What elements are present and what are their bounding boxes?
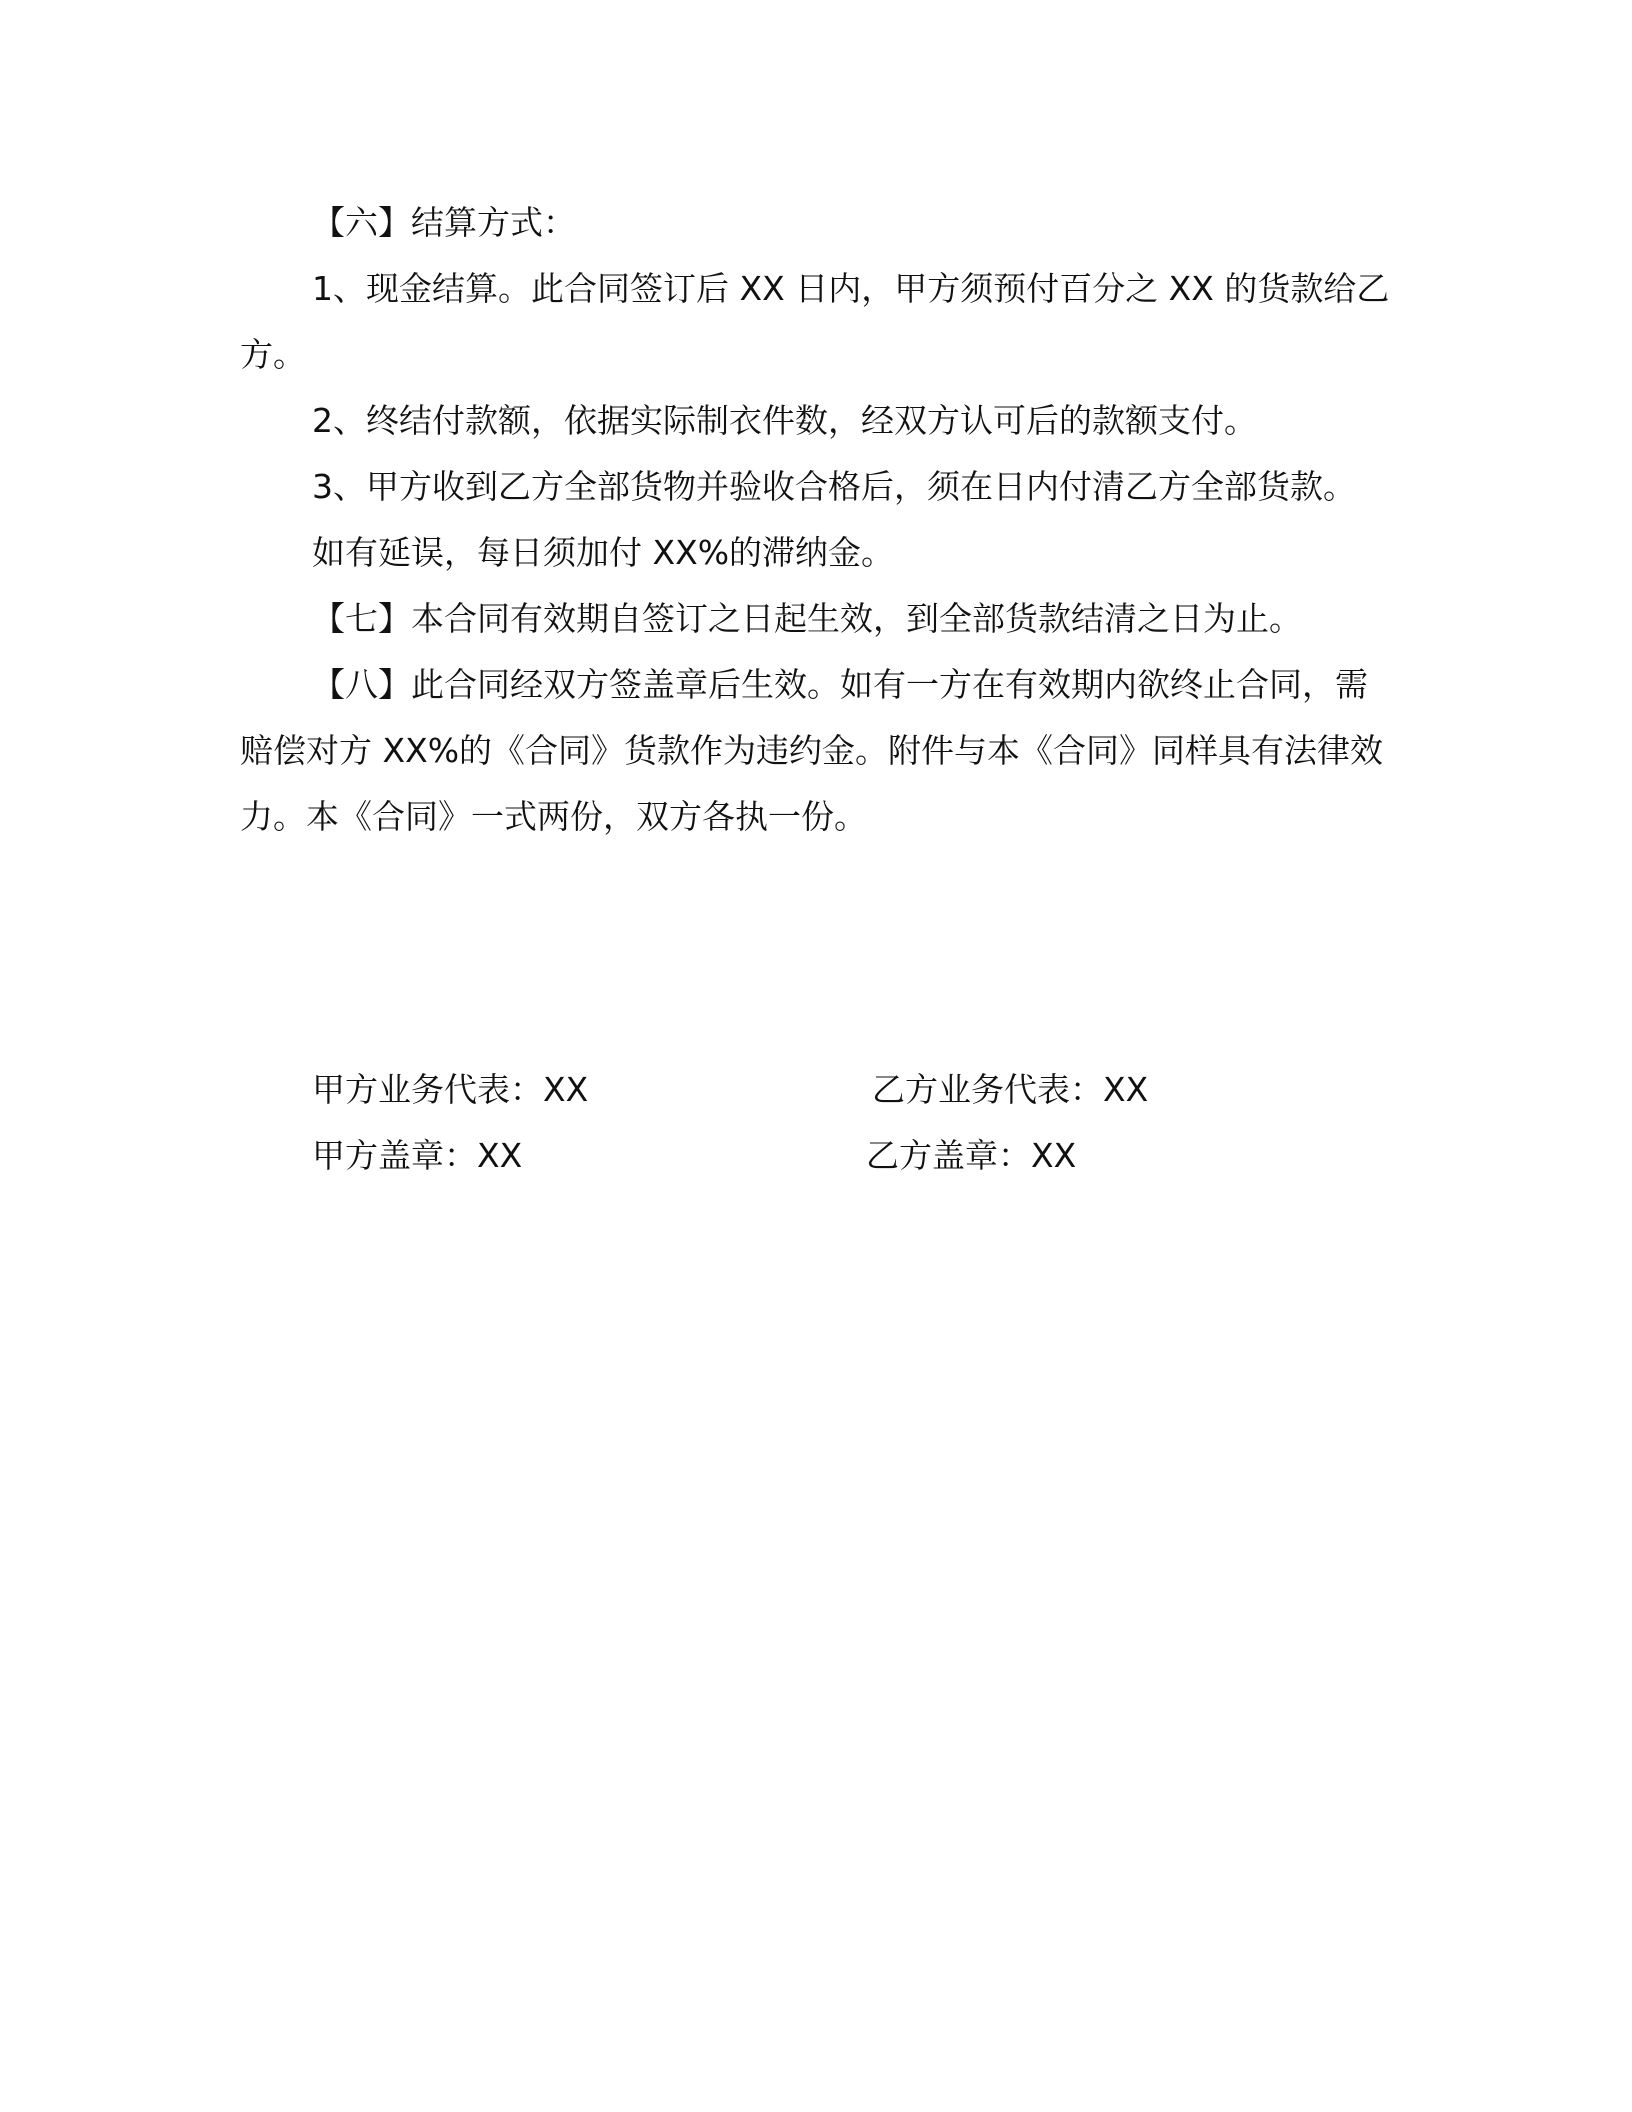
payment-clause-2: 2、终结付款额，依据实际制衣件数，经双方认可后的款额支付。 xyxy=(312,401,1257,440)
signature-row-seals xyxy=(0,1126,1632,1186)
party-b-representative: 乙方业务代表：XX xyxy=(872,1070,1149,1109)
section-8-effect: 【八】此合同经双方签盖章后生效。如有一方在有效期内欲终止合同，需赔偿对方 XX%的《合同》货款作为违约金。附件与本《合同》同样具有法律效力。本《合同》一式两份，双方各执一份。 xyxy=(240,665,1384,836)
late-fee-clause: 如有延误，每日须加付 XX%的滞纳金。 xyxy=(312,533,895,572)
payment-clause-1: 1、现金结算。此合同签订后 XX 日内，甲方须预付百分之 XX 的货款给乙方。 xyxy=(240,269,1390,374)
payment-clause-3: 3、甲方收到乙方全部货物并验收合格后，须在日内付清乙方全部货款。 xyxy=(312,467,1356,506)
section-7-validity: 【七】本合同有效期自签订之日起生效，到全部货款结清之日为止。 xyxy=(312,599,1302,638)
party-a-representative: 甲方业务代表：XX xyxy=(312,1070,589,1109)
party-a-seal: 甲方盖章：XX xyxy=(312,1136,523,1175)
party-b-seal: 乙方盖章：XX xyxy=(866,1136,1077,1175)
section-6-heading: 【六】结算方式： xyxy=(312,203,576,242)
contract-body xyxy=(240,190,1390,850)
signature-row-representatives xyxy=(0,1060,1632,1120)
